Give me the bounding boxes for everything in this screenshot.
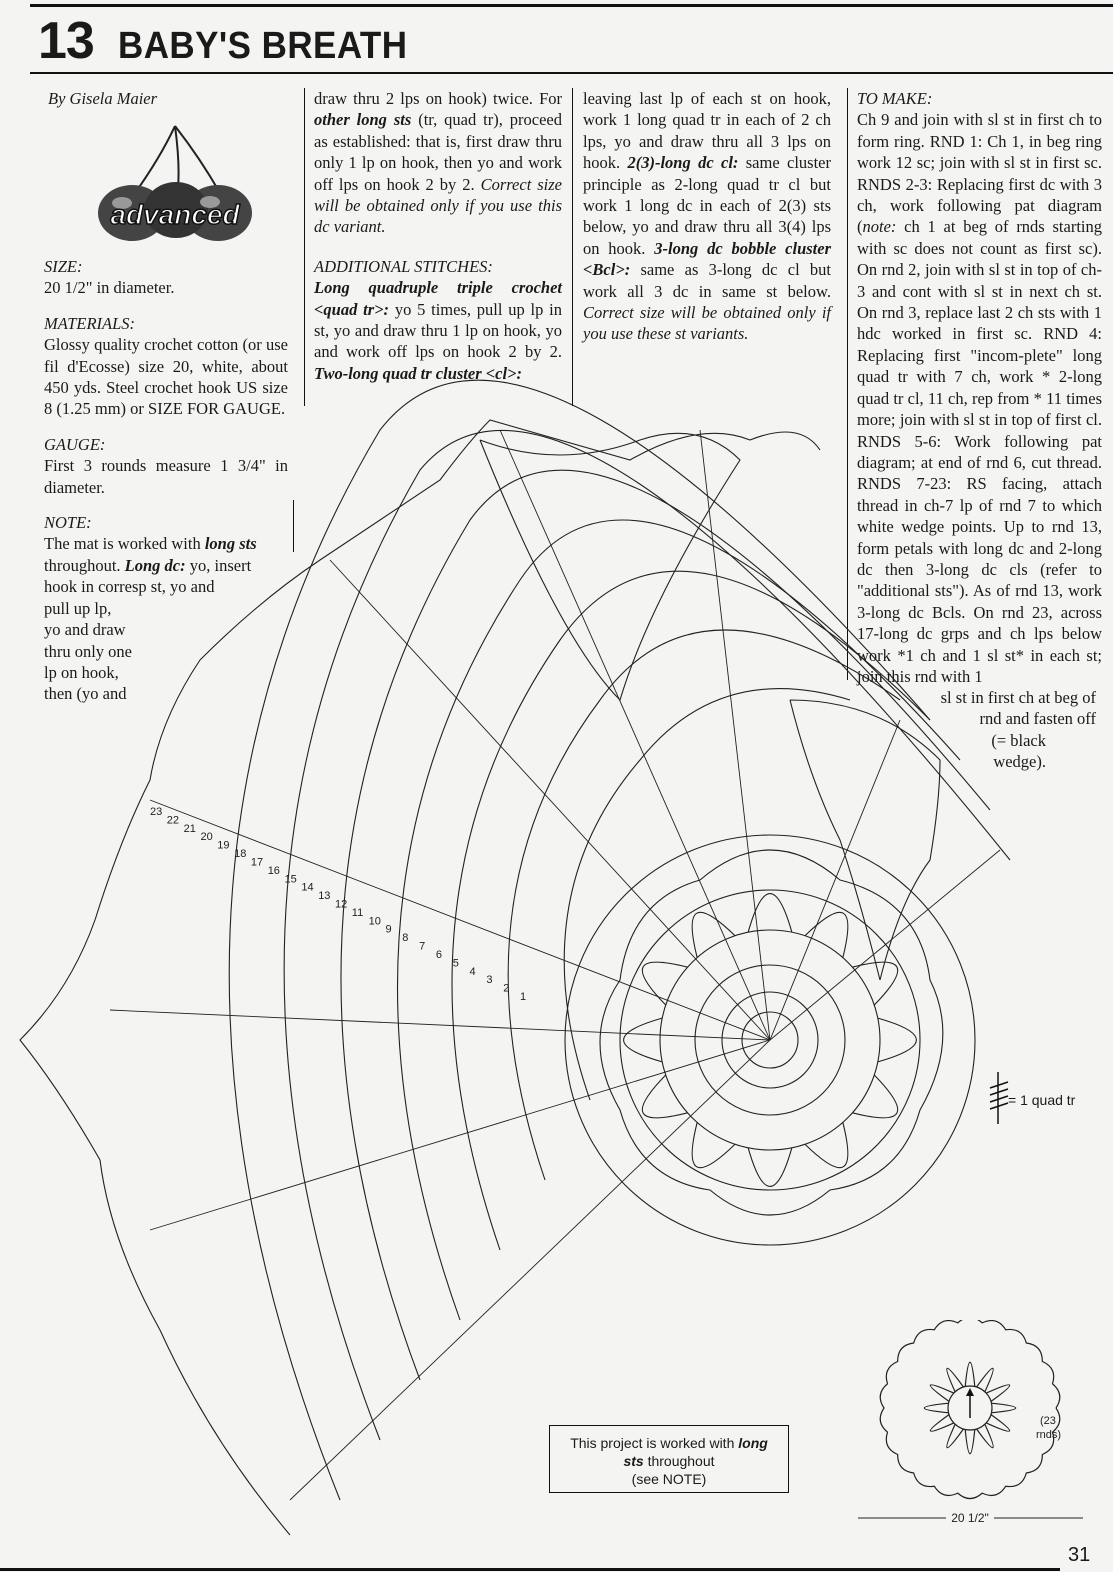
cluster-text: leaving last lp of each st on hook, work 1 long quad tr in each of 2 ch lps, yo and draw thru all 3 lps on hook. 2(3)-long dc cl: same cluster principle as 2-long quad tr cl but work 1 long dc in each of 2(3) sts below, yo and draw thru all 3(4) lps on hook. 3-long dc bobble cluster <Bcl>: same as 3-long dc cl but work all 3 dc in same st below. Correct size will be obtained only if you use these st variants. xyxy=(583,89,831,344)
instructions-text: Ch 9 and join with sl st in first ch to form ring. RND 1: Ch 1, in beg ring work 12 sc; join with sl st in first sc. RNDS 2-3: Replacing first dc with 3 ch, work following pat diagram (note: ch 1 at beg of rnds starting with sc does not count as first sc). On rnd 2, join with sl st in top of ch-3 and cont with sl st in next ch st. On rnd 3, replace last 2 ch sts with 1 hdc worked in first sc. RND 4: Replacing first "incom-plete" long quad tr with 7 ch, work * 2-long quad tr cl, 11 ch, rep from * 11 times more; join with sl st in top of first cl. RNDS 5-6: Work following pat diagram; at end of rnd 6, cut thread. RNDS 7-23: RS facing, attach thread in ch-7 lp of rnd 7 to which white wedge points. Up to rnd 13, form petals with long dc and 2-long dc then 3-long dc cls (refer to "additional sts"). As of rnd 13, work 3-long dc Bcls. On rnd 23, across 17-long dc grps and ch lps below work *1 ch and 1 sl st* in each st; join this rnd with 1 xyxy=(857,110,1102,686)
column-divider xyxy=(572,88,573,406)
pattern-header xyxy=(30,4,1113,69)
round-number-label: 12 xyxy=(335,898,348,911)
round-number-label: 1 xyxy=(520,991,527,1003)
round-number-label: 13 xyxy=(318,890,331,903)
note-line: then (yo and xyxy=(44,684,127,704)
page-number: 31 xyxy=(1068,1544,1091,1566)
round-number-label: 21 xyxy=(183,822,196,835)
column-1-specs xyxy=(44,256,288,705)
size-label: SIZE: xyxy=(44,257,83,276)
size-text: 20 1/2" in diameter. xyxy=(44,278,175,298)
note-label: NOTE: xyxy=(44,513,92,533)
round-number-label: 22 xyxy=(166,814,180,827)
round-number-label: 2 xyxy=(503,982,510,995)
round-number-label: 23 xyxy=(150,806,163,818)
materials-label: MATERIALS: xyxy=(44,313,136,333)
legend-text: = 1 quad tr xyxy=(1008,1092,1076,1108)
note-line: pull up lp, xyxy=(44,598,112,618)
note-line: lp on hook, xyxy=(44,662,119,682)
additional-stitches-label: ADDITIONAL STITCHES: xyxy=(314,256,493,276)
round-number-label: 3 xyxy=(486,974,493,987)
round-number-label: 16 xyxy=(267,864,280,877)
round-number-label: 11 xyxy=(351,906,364,919)
round-number-label: 19 xyxy=(217,839,230,852)
footer-rule xyxy=(0,1568,1060,1571)
round-number-label: 15 xyxy=(284,873,297,886)
round-number-label: 18 xyxy=(234,848,247,860)
round-number-label: 6 xyxy=(435,949,443,961)
instructions-tail: sl st in first ch at beg of rnd and fasten off (= black wedge). xyxy=(940,688,1096,772)
round-number-label: 9 xyxy=(385,923,392,936)
gauge-text: First 3 rounds measure 1 3/4" in diameter. xyxy=(44,456,288,497)
cherries-icon xyxy=(90,118,260,248)
long-sts-note-box: This project is worked with long sts throughout (see NOTE) xyxy=(549,1425,789,1493)
note-line: thru only one xyxy=(44,641,132,661)
rounds-label: rnds) xyxy=(1036,1429,1062,1441)
column-1 xyxy=(48,88,288,109)
column-divider xyxy=(293,500,294,552)
diameter-label: 20 1/2" xyxy=(951,1511,989,1525)
note-line: yo and draw xyxy=(44,620,126,640)
note-line: hook in corresp st, yo and xyxy=(44,577,215,597)
round-number-label: 5 xyxy=(452,957,459,970)
note-line: throughout. Long dc: yo, insert xyxy=(44,555,252,575)
legend-quad-tr xyxy=(986,1070,1106,1126)
round-number-label: 8 xyxy=(402,932,409,945)
column-2 xyxy=(314,88,562,384)
byline: By Gisela Maier xyxy=(48,89,158,108)
note-line: The mat is worked with long sts xyxy=(44,534,257,554)
to-make-label: TO MAKE: xyxy=(857,89,933,108)
round-number-label: 20 xyxy=(200,831,213,844)
header-rule xyxy=(30,72,1113,74)
round-number-label: 4 xyxy=(469,965,476,978)
column-3 xyxy=(583,88,831,345)
round-number-label: 10 xyxy=(368,915,381,928)
column-divider xyxy=(847,88,848,680)
round-number-label: 14 xyxy=(301,881,314,894)
doily-schematic xyxy=(858,1320,1098,1530)
difficulty-badge: advanced xyxy=(110,199,240,230)
round-number-label: 17 xyxy=(250,856,264,869)
round-number-label: 7 xyxy=(419,940,426,953)
pattern-number: 13 xyxy=(38,12,94,70)
column-divider xyxy=(304,88,305,406)
gauge-label: GAUGE: xyxy=(44,434,106,454)
rounds-label: (23 xyxy=(1040,1415,1056,1427)
additional-stitches-text: Long quadruple triple crochet <quad tr>: yo 5 times, pull up lp in st, yo and draw thru 1 lp on hook, yo and work off lps on hook 2 by 2. Two-long quad tr cluster <cl>: xyxy=(314,278,563,383)
long-sts-text: draw thru 2 lps on hook) twice. For other long sts (tr, quad tr), proceed as established: that is, first draw thru only 1 lp on hook, then yo and work off lps on hook 2 by 2. Correct size will be obtained only if you use this dc variant. xyxy=(314,89,562,237)
materials-text: Glossy quality crochet cotton (or use fil d'Ecosse) size 20, white, about 450 yds. Steel crochet hook US size 8 (1.25 mm) or SIZE FOR GAUGE. xyxy=(44,335,288,419)
pattern-title: BABY'S BREATH xyxy=(118,25,408,67)
column-4 xyxy=(857,88,1102,687)
